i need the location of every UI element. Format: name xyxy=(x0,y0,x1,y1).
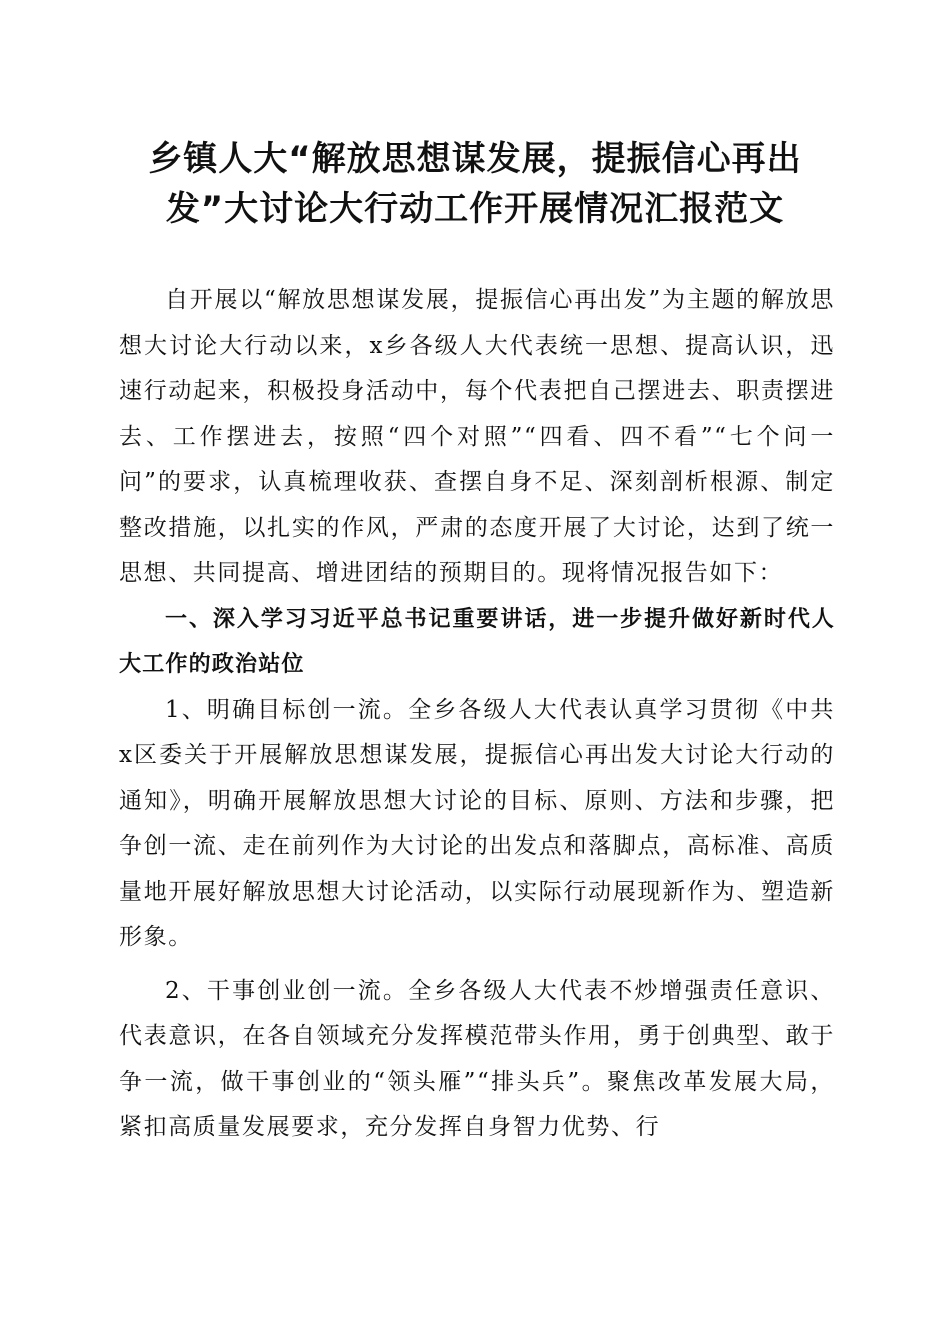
title-line-1: 乡镇人大“解放思想谋发展，提振信心再出 xyxy=(148,139,802,179)
item-1-paragraph: 1、明确目标创一流。全乡各级人大代表认真学习贯彻《中共x区委关于开展解放思想谋发展，提振信心再出发大讨论大行动的通知》，明确开展解放思想大讨论的目标、原则、方法和步骤，把争创一流、走在前列作为大讨论的出发点和落脚点，高标准、高质量地开展好解放思想大讨论活动，以实际行动展现新作为、塑造新形象。 xyxy=(119,696,835,950)
section-1-heading: 一、深入学习习近平总书记重要讲话，进一步提升做好新时代人大工作的政治站位 xyxy=(119,606,835,677)
document-title xyxy=(100,134,850,234)
title-line-2: 发”大讨论大行动工作开展情况汇报范文 xyxy=(165,189,785,229)
document-body xyxy=(119,278,835,1151)
item-2-paragraph: 2、干事创业创一流。全乡各级人大代表不炒增强责任意识、代表意识，在各自领域充分发挥模范带头作用，勇于创典型、敢于争一流，做干事创业的“领头雁”“排头兵”。聚焦改革发展大局，紧扣高质量发展要求，充分发挥自身智力优势、行 xyxy=(119,977,835,1140)
intro-paragraph: 自开展以“解放思想谋发展，提振信心再出发”为主题的解放思想大讨论大行动以来，x乡各级人大代表统一思想、提高认识，迅速行动起来，积极投身活动中，每个代表把自己摆进去、职责摆进去、工作摆进去，按照“四个对照”“四看、四不看”“七个问一问”的要求，认真梳理收获、查摆自身不足、深刻剖析根源、制定整改措施，以扎实的作风，严肃的态度开展了大讨论，达到了统一思想、共同提高、增进团结的预期目的。现将情况报告如下： xyxy=(119,287,835,586)
